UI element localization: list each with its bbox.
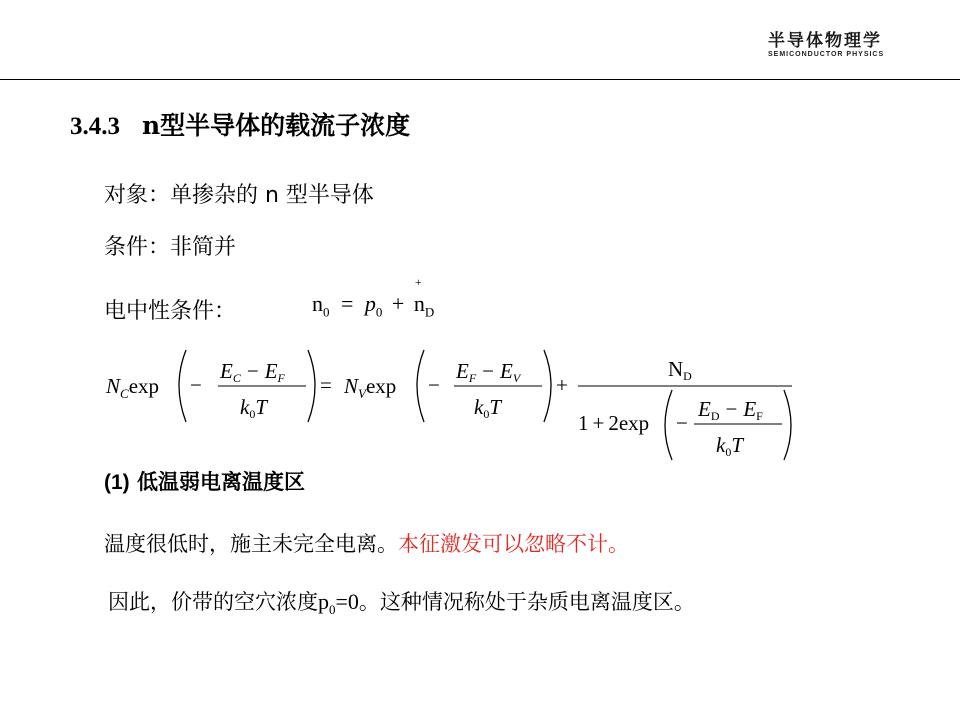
logo-chinese: 半导体物理学: [768, 31, 882, 51]
body-line-2: 因此，价带的空穴浓度$p_0=0$。这种情况称处于杂质电离温度区。: [108, 589, 695, 618]
svg-text:k0T: k0T: [240, 395, 268, 421]
svg-text:ND: ND: [668, 357, 692, 383]
section-heading: (1) 低温弱电离温度区: [104, 470, 305, 494]
title-text: n型半导体的载流子浓度: [142, 111, 411, 140]
svg-text:k0T: k0T: [474, 395, 502, 421]
svg-text:=: =: [320, 373, 332, 397]
svg-text:−: −: [428, 373, 440, 397]
svg-text:EC−EF: EC − EF: [220, 359, 285, 385]
neutrality-equation: $n_0 = p_0 + n$ + $_D$: [312, 275, 435, 320]
svg-text:k0T: k0T: [716, 433, 744, 459]
object-line: 对象：单掺杂的 n 型半导体: [104, 183, 374, 208]
svg-text:−: −: [676, 411, 688, 435]
header-divider: [0, 79, 960, 80]
body-line-1: 温度很低时，施主未完全电离。本征激发可以忽略不计。: [104, 532, 629, 556]
svg-text:NCexp: $N_C\exp$: [106, 374, 160, 401]
neutrality-label: 电中性条件：: [104, 299, 237, 324]
svg-text:NVexp: $N_V\exp$: [344, 374, 397, 401]
svg-text:1+2exp: 1 + 2exp: [578, 411, 650, 435]
slide-title: [70, 106, 410, 142]
svg-text:ED−EF: ED − EF: [698, 397, 763, 423]
svg-text:−: −: [190, 373, 202, 397]
svg-text:+: +: [556, 373, 568, 397]
title-number: 3.4.3: [70, 113, 120, 140]
highlight-text: 本征激发可以忽略不计。: [398, 532, 629, 556]
svg-text:EF−EV: EF − EV: [456, 359, 521, 385]
logo-english: SEMICONDUCTOR PHYSICS: [768, 51, 885, 58]
condition-line: 条件：非简并: [104, 235, 237, 260]
carrier-balance-equation: [100, 340, 820, 465]
